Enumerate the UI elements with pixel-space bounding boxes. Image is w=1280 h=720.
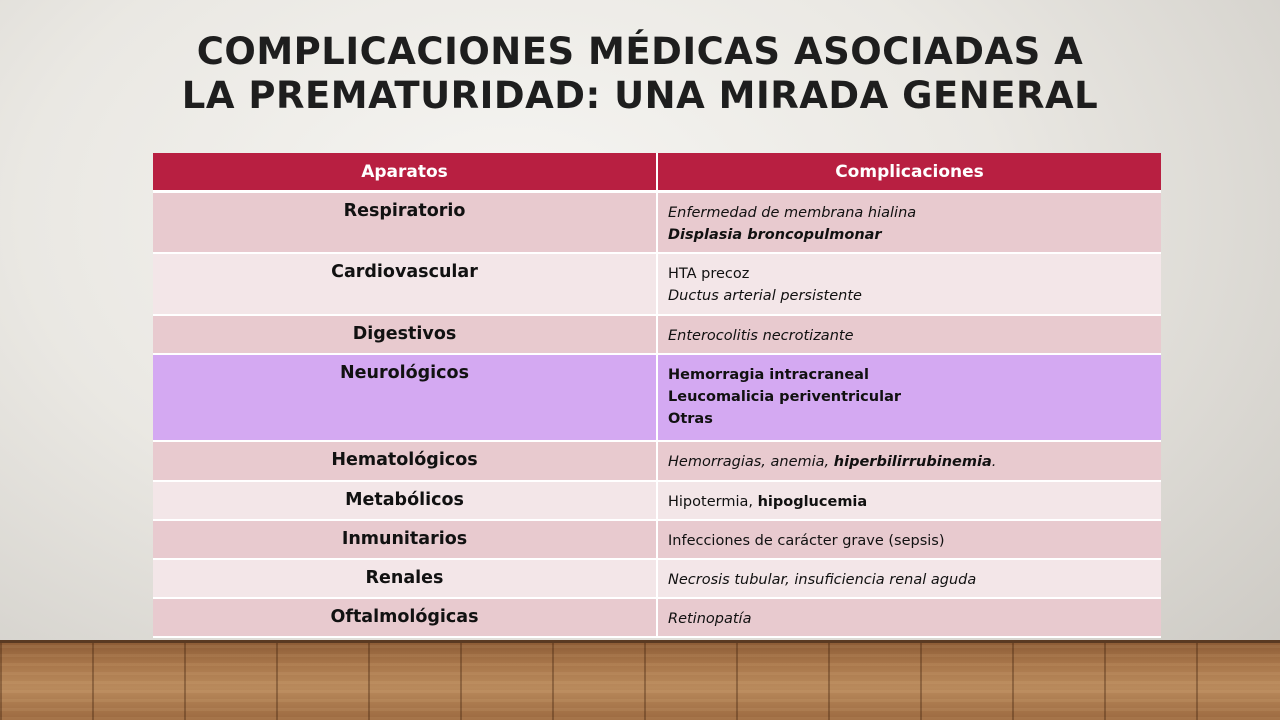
table-row: [153, 441, 1161, 481]
complication-text: Leucomalicia periventricular: [668, 389, 902, 405]
complication-text: Displasia broncopulmonar: [668, 227, 882, 243]
table-row: [153, 192, 1161, 254]
table-row: [153, 520, 1161, 559]
complication-line: [668, 408, 1151, 430]
complication-line: [668, 569, 1151, 591]
complicaciones-cell: [657, 481, 1161, 520]
complication-line: [668, 224, 1151, 246]
complication-line: [668, 263, 1151, 285]
aparato-cell: Respiratorio: [153, 192, 657, 254]
complication-text: hipoglucemia: [757, 494, 868, 510]
complication-text: Necrosis tubular, insuficiencia renal aguda: [668, 572, 977, 588]
aparato-cell: Cardiovascular: [153, 253, 657, 315]
header-aparatos: Aparatos: [153, 153, 657, 192]
complication-line: [668, 491, 1151, 513]
header-complicaciones: Complicaciones: [657, 153, 1161, 192]
complication-text: HTA precoz: [668, 266, 750, 282]
table-row: [153, 481, 1161, 520]
wood-floor-decoration: [0, 640, 1280, 720]
complicaciones-cell: [657, 559, 1161, 598]
aparato-cell: Metabólicos: [153, 481, 657, 520]
complicaciones-cell: [657, 253, 1161, 315]
complication-text: Ductus arterial persistente: [668, 288, 862, 304]
table-row: [153, 354, 1161, 441]
table-row: [153, 253, 1161, 315]
complications-table: [153, 153, 1161, 638]
complication-text: Hemorragia intracraneal: [668, 367, 869, 383]
complication-text: hiperbilirrubinemia: [833, 454, 992, 470]
complication-line: [668, 451, 1151, 473]
complicaciones-cell: [657, 354, 1161, 441]
complication-line: [668, 530, 1151, 552]
complication-text: Enfermedad de membrana hialina: [668, 205, 917, 221]
complication-line: [668, 202, 1151, 224]
complication-text: Infecciones de carácter grave (sepsis): [668, 533, 945, 549]
table-header-row: [153, 153, 1161, 192]
complication-line: [668, 364, 1151, 386]
table-row: [153, 315, 1161, 354]
aparato-cell: Hematológicos: [153, 441, 657, 481]
slide-title-line-1: COMPLICACIONES MÉDICAS ASOCIADAS A: [196, 30, 1084, 73]
aparato-cell: Digestivos: [153, 315, 657, 354]
complicaciones-cell: [657, 315, 1161, 354]
complication-text: Hipotermia,: [668, 494, 758, 510]
complication-line: [668, 325, 1151, 347]
complication-text: .: [991, 454, 997, 470]
complicaciones-cell: [657, 192, 1161, 254]
complication-text: Otras: [668, 411, 713, 427]
table-row: [153, 559, 1161, 598]
slide-title-line-2: LA PREMATURIDAD: UNA MIRADA GENERAL: [181, 74, 1099, 117]
table-row: [153, 598, 1161, 637]
complicaciones-cell: [657, 520, 1161, 559]
complication-text: Hemorragias, anemia,: [668, 454, 834, 470]
aparato-cell: Renales: [153, 559, 657, 598]
complication-text: Retinopatía: [668, 611, 752, 627]
complicaciones-cell: [657, 598, 1161, 637]
table-body: [153, 192, 1161, 638]
slide-title: [0, 30, 1280, 118]
complication-line: [668, 285, 1151, 307]
complicaciones-cell: [657, 441, 1161, 481]
aparato-cell: Oftalmológicas: [153, 598, 657, 637]
complication-line: [668, 608, 1151, 630]
complication-text: Enterocolitis necrotizante: [668, 328, 854, 344]
aparato-cell: Inmunitarios: [153, 520, 657, 559]
aparato-cell: Neurológicos: [153, 354, 657, 441]
complication-line: [668, 386, 1151, 408]
